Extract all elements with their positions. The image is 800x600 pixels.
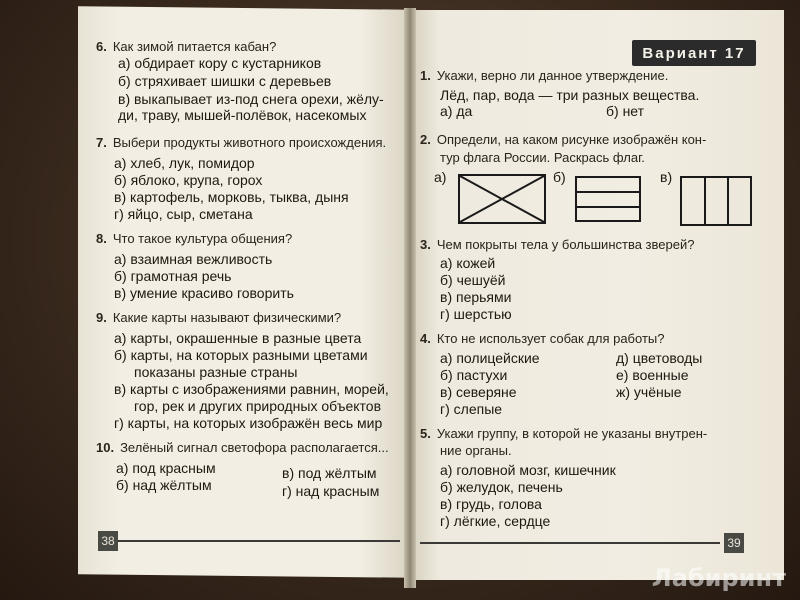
option: в) под жёлтым bbox=[282, 465, 377, 481]
option: а) полицейские bbox=[440, 350, 540, 366]
option-label: а) bbox=[434, 169, 447, 185]
question-text: Чем покрыты тела у большинства зверей? bbox=[436, 237, 695, 252]
option: а) взаимная вежливость bbox=[114, 251, 273, 267]
question-text: Что такое культура общения? bbox=[112, 231, 293, 246]
question-text: Укажи, верно ли данное утверждение. bbox=[436, 68, 669, 83]
option: в) выкапывает из-под снега орехи, жёлу- bbox=[118, 91, 384, 107]
flag-outline-c bbox=[680, 176, 752, 226]
stripe-line bbox=[704, 178, 706, 224]
option: а) под красным bbox=[116, 460, 216, 476]
cross-lines bbox=[460, 176, 544, 222]
question-number: 4. bbox=[420, 331, 431, 346]
flag-outline-a bbox=[458, 174, 546, 224]
option-label: в) bbox=[660, 169, 673, 185]
option: а) да bbox=[440, 103, 473, 119]
option: а) хлеб, лук, помидор bbox=[114, 155, 255, 171]
question-text: Определи, на каком рисунке изображён кон- bbox=[436, 132, 707, 147]
option: в) умение красиво говорить bbox=[114, 285, 294, 301]
option: г) лёгкие, сердце bbox=[440, 513, 551, 529]
book-spine bbox=[404, 8, 416, 588]
option: а) карты, окрашенные в разные цвета bbox=[114, 330, 362, 346]
option: б) пастухи bbox=[440, 367, 508, 383]
question-number: 5. bbox=[420, 426, 431, 441]
question-10-prompt bbox=[96, 440, 389, 455]
question-6-prompt bbox=[96, 39, 276, 54]
question-number: 1. bbox=[420, 68, 431, 83]
question-text-line2: ние органы. bbox=[440, 443, 512, 458]
statement: Лёд, пар, вода — три разных вещества. bbox=[440, 87, 700, 103]
question-3-prompt bbox=[420, 237, 694, 252]
question-1-prompt bbox=[420, 68, 668, 83]
question-number: 2. bbox=[420, 132, 431, 147]
question-number: 9. bbox=[96, 310, 107, 325]
question-number: 6. bbox=[96, 39, 107, 54]
option: ди, траву, мышей-полёвок, насекомых bbox=[118, 107, 367, 123]
option: в) грудь, голова bbox=[440, 496, 542, 512]
question-text: Как зимой питается кабан? bbox=[112, 39, 277, 54]
option: б) стряхивает шишки с деревьев bbox=[118, 73, 332, 89]
question-4-prompt bbox=[420, 331, 664, 346]
footer-rule-left bbox=[118, 540, 400, 542]
question-text: Какие карты называют физическими? bbox=[112, 310, 342, 325]
option: е) военные bbox=[616, 367, 689, 383]
question-7-prompt bbox=[96, 135, 386, 150]
page-number-right: 39 bbox=[724, 533, 744, 553]
question-8-prompt bbox=[96, 231, 292, 246]
stripe-line bbox=[577, 191, 639, 193]
labirint-watermark: Лабиринт bbox=[651, 564, 786, 592]
question-2-prompt bbox=[420, 132, 706, 147]
option: б) грамотная речь bbox=[114, 268, 232, 284]
option: а) кожей bbox=[440, 255, 496, 271]
stripe-line bbox=[727, 178, 729, 224]
question-number: 7. bbox=[96, 135, 107, 150]
question-text: Зелёный сигнал светофора располагается... bbox=[120, 440, 389, 455]
question-9-prompt bbox=[96, 310, 341, 325]
question-number: 3. bbox=[420, 237, 431, 252]
option: г) слепые bbox=[440, 401, 503, 417]
option: а) головной мозг, кишечник bbox=[440, 462, 616, 478]
option: в) северяне bbox=[440, 384, 517, 400]
page-number-left: 38 bbox=[98, 531, 118, 551]
option: в) карты с изображениями равнин, морей, bbox=[114, 381, 389, 397]
option: в) картофель, морковь, тыква, дыня bbox=[114, 189, 349, 205]
option-label: б) bbox=[553, 169, 566, 185]
option: б) чешуёй bbox=[440, 272, 506, 288]
flag-outline-b bbox=[575, 176, 641, 222]
option: г) шерстью bbox=[440, 306, 512, 322]
option: б) нет bbox=[606, 103, 645, 119]
question-number: 8. bbox=[96, 231, 107, 246]
option: б) яблоко, крупа, горох bbox=[114, 172, 263, 188]
footer-rule-right bbox=[420, 542, 720, 544]
question-number: 10. bbox=[96, 440, 115, 455]
option: показаны разные страны bbox=[134, 364, 298, 380]
option: а) обдирает кору с кустарников bbox=[118, 55, 322, 71]
stripe-line bbox=[577, 206, 639, 208]
variant-banner: Вариант 17 bbox=[632, 40, 756, 66]
option: б) над жёлтым bbox=[116, 477, 212, 493]
option: г) над красным bbox=[282, 483, 380, 499]
option: д) цветоводы bbox=[616, 350, 703, 366]
option: в) перьями bbox=[440, 289, 512, 305]
question-text: Выбери продукты животного происхождения. bbox=[112, 135, 387, 150]
question-text: Укажи группу, в которой не указаны внутрен- bbox=[436, 426, 708, 441]
option: ж) учёные bbox=[616, 384, 682, 400]
option: б) карты, на которых разными цветами bbox=[114, 347, 368, 363]
question-5-prompt bbox=[420, 426, 707, 441]
option: гор, рек и других природных объектов bbox=[134, 398, 382, 414]
question-text-line2: тур флага России. Раскрась флаг. bbox=[440, 150, 645, 165]
question-text: Кто не использует собак для работы? bbox=[436, 331, 665, 346]
option: г) яйцо, сыр, сметана bbox=[114, 206, 253, 222]
option: б) желудок, печень bbox=[440, 479, 563, 495]
option: г) карты, на которых изображён весь мир bbox=[114, 415, 383, 431]
